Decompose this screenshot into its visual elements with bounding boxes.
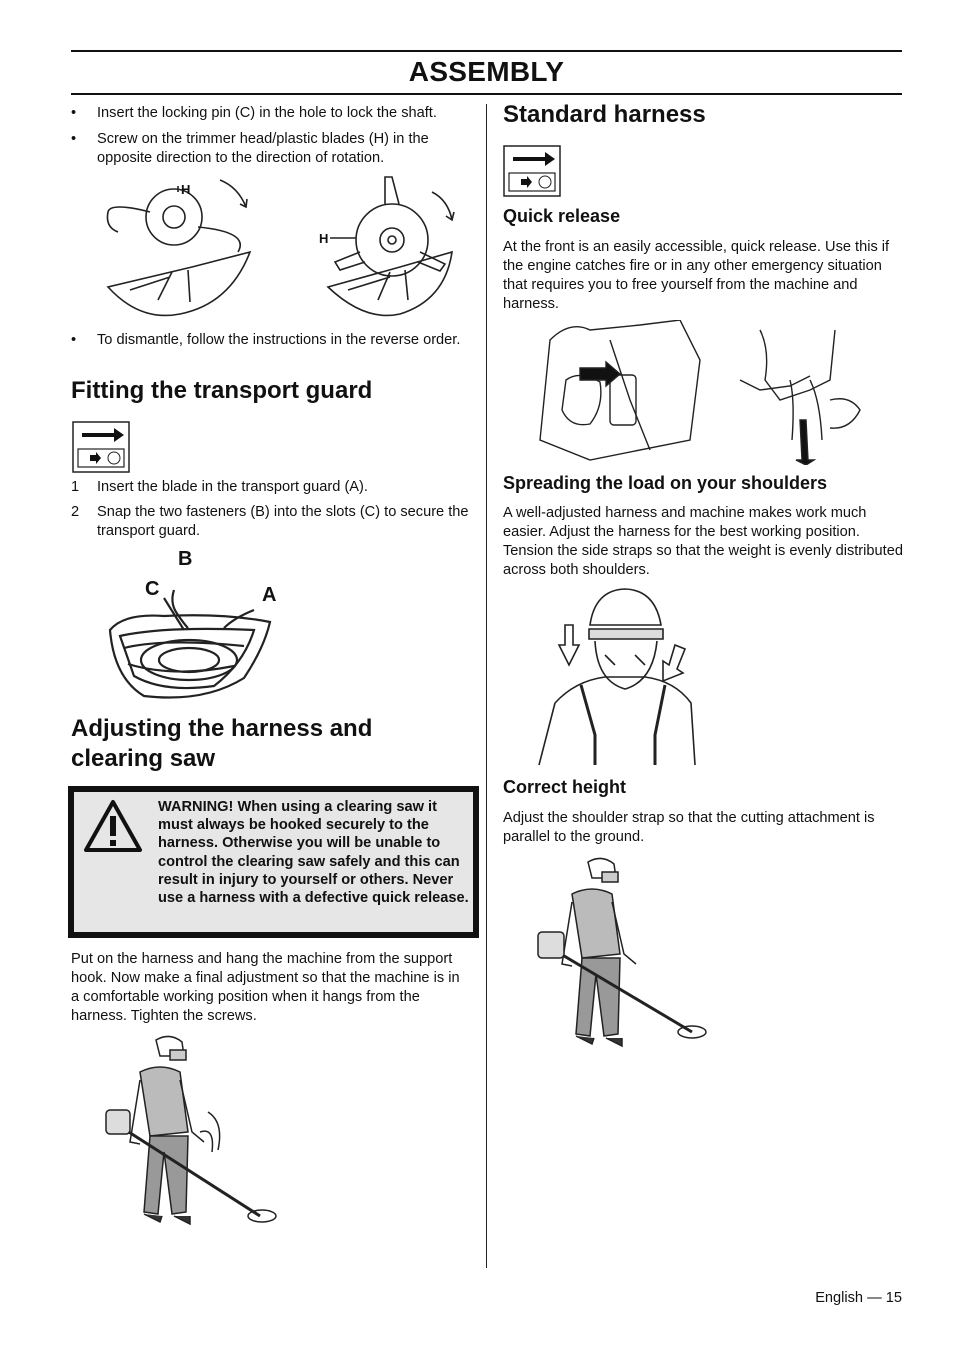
trimmer-head-illustration [100,172,470,322]
heading-spreading-load: Spreading the load on your shoulders [503,473,828,493]
column-divider [486,104,487,1268]
label-h-left: H [181,182,191,197]
spreading-load-body: A well-adjusted harness and machine makes work much easier. Adjust the harness for the best working position. Tension the side straps so that the weight is evenly distributed across both shoulders. [503,505,903,578]
correct-height-body: Adjust the shoulder strap so that the cutting attachment is parallel to the ground. [503,810,875,845]
page-title: ASSEMBLY [408,56,565,87]
label-a: A [262,584,277,606]
heading-standard-harness: Standard harness [503,101,706,128]
label-c: C [145,578,160,600]
quick-release-body: At the front is an easily accessible, quick release. Use this if the engine catches fire or in any other emergency situation that requires you to free yourself from the machine and harness. [503,239,890,312]
warning-triangle-icon [82,798,144,854]
manual-reference-icon [72,421,130,473]
warning-text: WARNING! When using a clearing saw it must always be hooked securely to the harness. Otherwise you will be unable to control the clearing saw safely and this can result in injury to yourself or others. Never use a harness with a defective quick release. [158,799,469,907]
page-footer: English — 15 [815,1290,902,1306]
transport-guard-illustration [104,568,284,708]
heading-correct-height: Correct height [503,777,627,797]
shoulder-load-illustration [535,585,705,770]
label-h-right: H [319,231,329,246]
heading-adjusting-harness: Adjusting the harness and clearing saw [71,715,373,772]
harness-adjust-body: Put on the harness and hang the machine from the support hook. Now make a final adjustment so that the machine is in a comfortable working position when it hangs from the harness. Tighten the screws. [71,951,460,1024]
quick-release-illustration [530,320,900,465]
label-b: B [178,548,193,570]
correct-height-illustration [532,854,712,1054]
top-rule [71,50,902,52]
manual-reference-icon-right [503,145,561,197]
title-underline [71,93,902,95]
operator-clearing-saw-illustration [100,1032,280,1242]
warning-box [68,786,479,938]
heading-quick-release: Quick release [503,206,621,226]
heading-transport-guard: Fitting the transport guard [71,377,373,404]
